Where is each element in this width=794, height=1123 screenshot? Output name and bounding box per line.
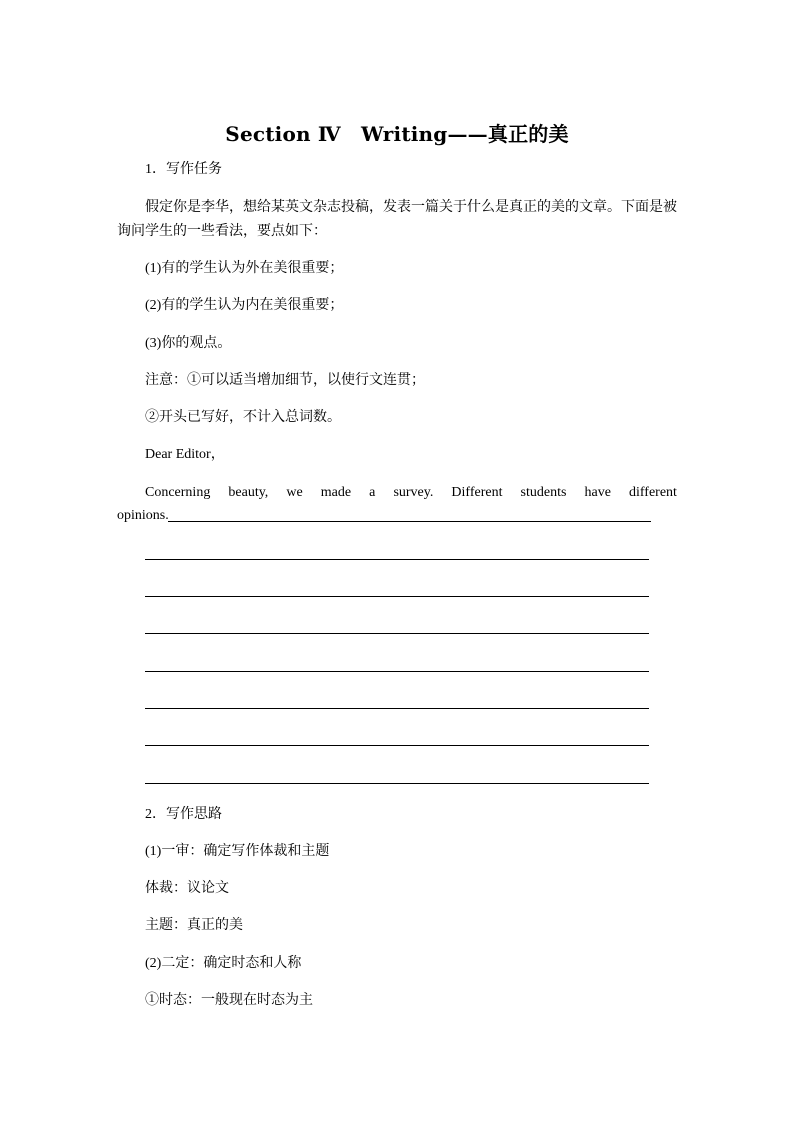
page-title: Section Ⅳ Writing——真正的美 bbox=[225, 122, 569, 146]
letter-word: have bbox=[584, 485, 611, 500]
letter-word: students bbox=[520, 485, 567, 500]
letter-word: different bbox=[629, 485, 677, 500]
note-2: ②开头已写好，不计入总词数。 bbox=[145, 410, 341, 425]
ideas-tense: ①时态：一般现在时态为主 bbox=[145, 993, 313, 1008]
letter-salutation: Dear Editor， bbox=[145, 447, 225, 462]
letter-word: a bbox=[369, 485, 376, 500]
task-heading: 1．写作任务 bbox=[145, 162, 222, 177]
writing-line bbox=[145, 671, 649, 672]
writing-line bbox=[145, 633, 649, 634]
writing-line bbox=[145, 745, 649, 746]
letter-word: Different bbox=[451, 485, 503, 500]
letter-continuation: opinions. bbox=[117, 508, 169, 523]
letter-word: we bbox=[286, 485, 303, 500]
letter-opening-line bbox=[145, 483, 677, 503]
writing-line bbox=[168, 521, 651, 522]
ideas-step-2: (2)二定：确定时态和人称 bbox=[145, 956, 302, 971]
point-2: (2)有的学生认为内在美很重要； bbox=[145, 298, 344, 313]
letter-word: survey. bbox=[393, 485, 434, 500]
point-3: (3)你的观点。 bbox=[145, 336, 232, 351]
writing-line bbox=[145, 596, 649, 597]
ideas-step-1: (1)一审：确定写作体裁和主题 bbox=[145, 844, 330, 859]
ideas-heading: 2．写作思路 bbox=[145, 807, 222, 822]
ideas-theme: 主题：真正的美 bbox=[145, 918, 243, 933]
writing-line bbox=[145, 708, 649, 709]
letter-word: made bbox=[320, 485, 352, 500]
point-1: (1)有的学生认为外在美很重要； bbox=[145, 261, 344, 276]
ideas-genre: 体裁：议论文 bbox=[145, 881, 229, 896]
task-paragraph-line-2: 询问学生的一些看法，要点如下： bbox=[117, 224, 327, 239]
task-paragraph-line-1: 假定你是李华，想给某英文杂志投稿，发表一篇关于什么是真正的美的文章。下面是被 bbox=[145, 200, 677, 215]
writing-line bbox=[145, 783, 649, 784]
letter-word: Concerning bbox=[145, 485, 211, 500]
letter-word: beauty, bbox=[228, 485, 269, 500]
note-1: 注意：①可以适当增加细节，以使行文连贯； bbox=[145, 373, 425, 388]
writing-line bbox=[145, 559, 649, 560]
